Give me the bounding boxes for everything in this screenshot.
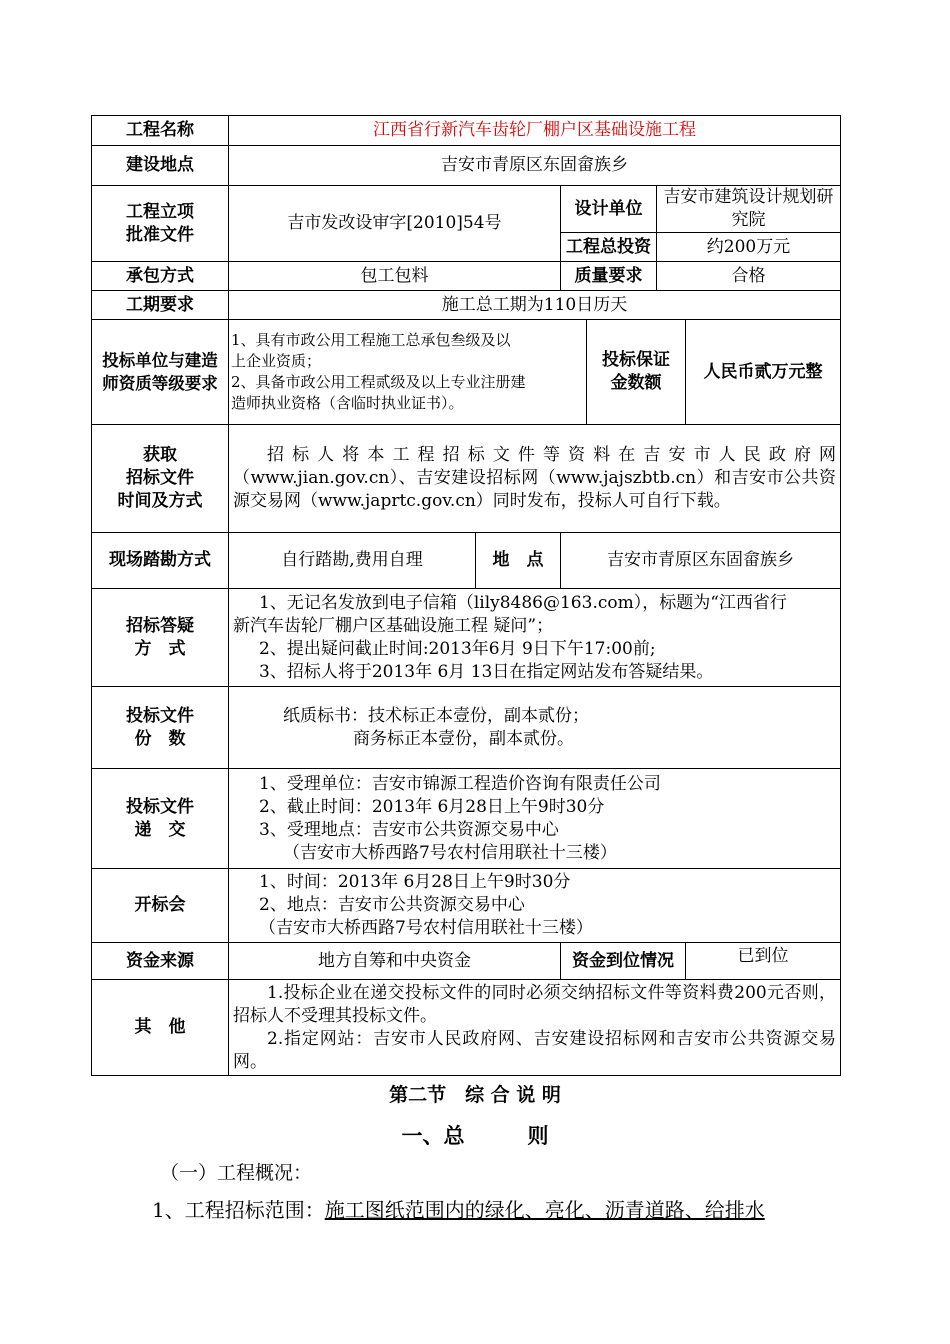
approval-label: [92, 186, 229, 262]
section-title: 第二节 综 合 说 明: [389, 1084, 561, 1106]
qa-line: 新汽车齿轮厂棚户区基础设施工程 疑问”；: [233, 615, 554, 636]
total-investment-label: 工程总投资: [561, 233, 657, 262]
submission-label: [92, 769, 229, 869]
submission-line: 1、受理单位：吉安市锦源工程造价咨询有限责任公司: [259, 773, 661, 794]
approval-value: 吉市发改设审字[2010]54号: [229, 186, 561, 262]
scope-paragraph: [152, 1194, 765, 1223]
copies-value: [229, 687, 841, 769]
funding-value: 地方自筹和中央资金: [229, 943, 561, 980]
qualification-value: [229, 320, 587, 425]
bond-label-line2: 金数额: [610, 373, 662, 393]
obtain-label-line3: 时间及方式: [117, 491, 203, 511]
qa-label-line2: 方 式: [134, 638, 186, 659]
site-visit-value: 自行踏勘,费用自理: [229, 533, 476, 589]
total-investment-value: 约200万元: [657, 233, 841, 262]
copies-line: 商务标正本壹份，副本贰份。: [353, 728, 574, 749]
row-location: [92, 146, 841, 186]
submission-label-line2: 递 交: [134, 819, 186, 840]
row-approval: [92, 186, 841, 233]
qa-line: 3、招标人将于2013年 6月 13日在指定网站发布答疑结果。: [259, 661, 714, 682]
tender-info-table: [91, 115, 841, 1076]
row-submission: [92, 769, 841, 869]
other-label: 其 他: [92, 980, 229, 1076]
submission-line: 3、受理地点：吉安市公共资源交易中心: [259, 819, 559, 840]
obtain-label-line1: 获取: [143, 445, 177, 465]
location-value: 吉安市青原区东固畲族乡: [229, 146, 841, 186]
qualification-line: 1、具有市政公用工程施工总承包叁级及以: [231, 331, 511, 349]
quality-label: 质量要求: [561, 262, 657, 291]
row-funding: [92, 943, 841, 980]
obtain-value: 招标人将本工程招标文件等资料在吉安市人民政府网（www.jian.gov.cn）、吉安建设招标网（www.jajszbtb.cn）和吉安市公共资源交易网（www.japrtc.gov.cn）同时发布，投标人可自行下载。: [229, 425, 841, 533]
contract-mode-value: 包工包料: [229, 262, 561, 291]
row-contract: [92, 262, 841, 291]
funding-label: 资金来源: [92, 943, 229, 980]
project-name-label: 工程名称: [92, 116, 229, 146]
design-unit-value: 吉安市建筑设计规划研究院: [657, 186, 841, 233]
site-place-label: 地 点: [476, 533, 561, 589]
copies-label-line1: 投标文件: [126, 705, 194, 726]
copies-line: 纸质标书：技术标正本壹份，副本贰份；: [283, 705, 589, 726]
scope-label: 1、工程招标范围：: [152, 1198, 325, 1222]
submission-value: [229, 769, 841, 869]
bond-value: 人民币贰万元整: [686, 320, 841, 425]
bond-label-line1: 投标保证: [602, 350, 670, 370]
row-obtain: [92, 425, 841, 533]
row-copies: [92, 687, 841, 769]
bond-label: [587, 320, 686, 425]
obtain-label-line2: 招标文件: [126, 468, 194, 488]
location-label: 建设地点: [92, 146, 229, 186]
row-duration: [92, 291, 841, 320]
funding-status-value: 已到位: [686, 943, 841, 980]
approval-label-line1: 工程立项: [126, 201, 194, 222]
row-site-visit: [92, 533, 841, 589]
quality-value: 合格: [657, 262, 841, 291]
project-name-value: 江西省行新汽车齿轮厂棚户区基础设施工程: [229, 116, 841, 146]
opening-value: [229, 869, 841, 943]
qa-line: 2、提出疑问截止时间:2013年6月 9日下午17:00前;: [259, 638, 656, 659]
row-other: [92, 980, 841, 1076]
qualification-label: [92, 320, 229, 425]
other-para: 1.投标企业在递交投标文件的同时必须交纳招标文件等资料费200元否则，招标人不受理其投标文件。: [233, 982, 837, 1026]
copies-label: [92, 687, 229, 769]
duration-value: 施工总工期为110日历天: [229, 291, 841, 320]
row-qualification: [92, 320, 841, 425]
approval-label-line2: 批准文件: [126, 224, 194, 245]
submission-label-line1: 投标文件: [126, 796, 194, 817]
qualification-label-line2: 师资质等级要求: [102, 374, 218, 393]
other-value: [229, 980, 841, 1076]
other-para: 2.指定网站：吉安市人民政府网、吉安建设招标网和吉安市公共资源交易网。: [233, 1028, 837, 1072]
duration-label: 工期要求: [92, 291, 229, 320]
site-visit-label: 现场踏勘方式: [92, 533, 229, 589]
qa-label-line1: 招标答疑: [126, 615, 194, 636]
opening-line: 1、时间：2013年 6月28日上午9时30分: [259, 872, 571, 892]
contract-mode-label: 承包方式: [92, 262, 229, 291]
scope-value: 施工图纸范围内的绿化、亮化、沥青道路、给排水: [324, 1198, 765, 1222]
opening-line: 2、地点：吉安市公共资源交易中心: [259, 895, 525, 915]
qualification-line: 造师执业资格（含临时执业证书）。: [231, 394, 464, 412]
copies-label-line2: 份 数: [134, 728, 186, 749]
funding-status-label: 资金到位情况: [561, 943, 686, 980]
overview-heading: （一）工程概况：: [160, 1162, 313, 1184]
qa-label: [92, 589, 229, 687]
opening-address: （吉安市大桥西路7号农村信用联社十三楼）: [259, 918, 593, 938]
chapter-title: 一、总 则: [401, 1124, 549, 1148]
qa-value: [229, 589, 841, 687]
obtain-label: [92, 425, 229, 533]
row-opening: [92, 869, 841, 943]
qualification-line: 2、具备市政公用工程贰级及以上专业注册建: [231, 373, 526, 391]
site-place-value: 吉安市青原区东固畲族乡: [561, 533, 841, 589]
submission-address: （吉安市大桥西路7号农村信用联社十三楼）: [283, 842, 617, 863]
qualification-label-line1: 投标单位与建造: [102, 351, 218, 370]
design-unit-label: 设计单位: [561, 186, 657, 233]
opening-label: 开标会: [92, 869, 229, 943]
qualification-line: 上企业资质；: [231, 352, 322, 370]
submission-line: 2、截止时间：2013年 6月28日上午9时30分: [259, 796, 605, 817]
row-qa: [92, 589, 841, 687]
qa-line: 1、无记名发放到电子信箱（lily8486@163.com），标题为“江西省行: [259, 592, 787, 613]
row-project-name: [92, 116, 841, 146]
